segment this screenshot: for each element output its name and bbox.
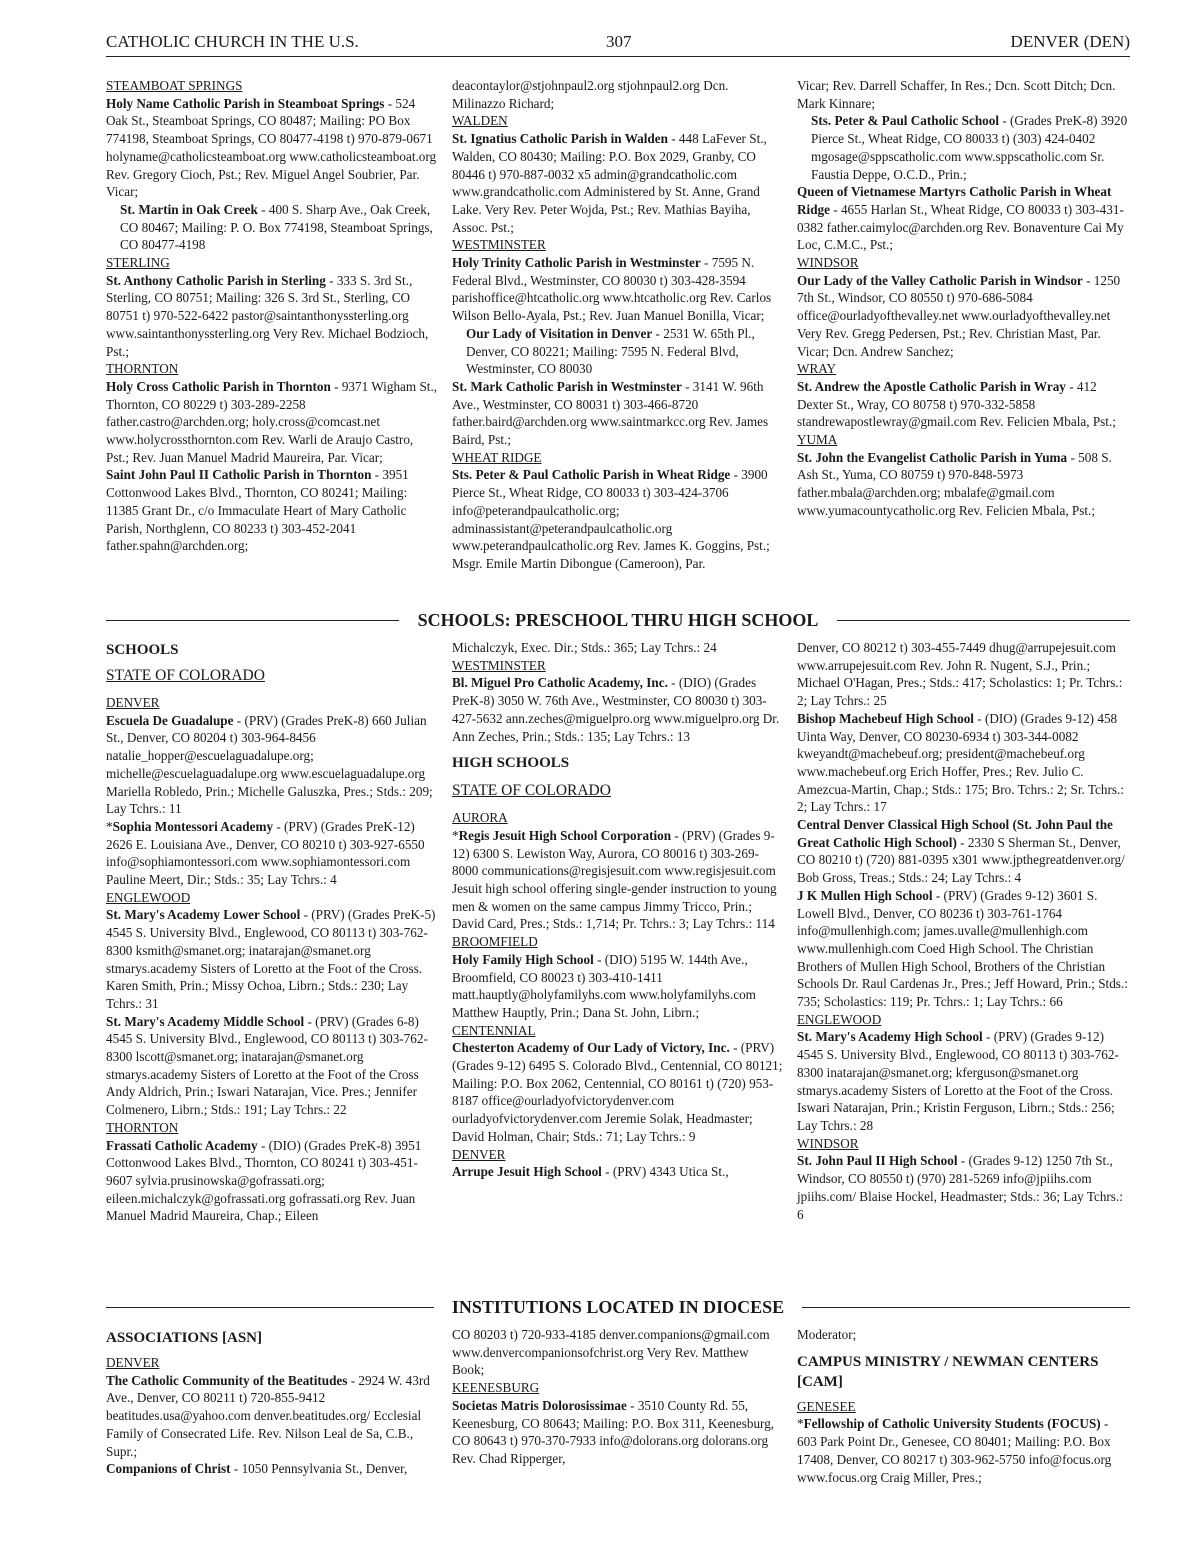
city-heading: WESTMINSTER	[452, 237, 546, 253]
section-heading-institutions	[106, 1297, 1130, 1317]
entry-name: J K Mullen High School	[797, 887, 933, 903]
entry-details: - (DIO) (Grades 9-12) 458 Uinta Way, Denver, CO 80230-6934 t) 303-344-0082 kweyandt@machebeuf.org; president@machebeuf.org www.machebeuf.org Erich Hoffer, Pres.; Rev. Julio C. Amezcua-Martin, Chap.; Stds.: 175; Bro. Tchrs.: 2; Sr. Tchrs.: 2; Lay Tchrs.: 17	[797, 710, 1124, 815]
entry-details: - 400 S. Sharp Ave., Oak Creek, CO 80467; Mailing: P. O. Box 774198, Steamboat Springs, CO 80477-4198	[120, 201, 433, 253]
city-heading: AURORA	[452, 810, 508, 826]
entry-details: - (DIO) (Grades PreK-8) 3050 W. 76th Ave., Westminster, CO 80030 t) 303-427-5632 ann.zeches@miguelpro.org www.miguelpro.org Dr. Ann Zeches, Prin.; Stds.: 135; Lay Tchrs.: 13	[452, 675, 780, 744]
entry-name: Sts. Peter & Paul Catholic School	[811, 113, 1000, 129]
city-heading: ENGLEWOOD	[106, 889, 191, 905]
city-heading: WINDSOR	[797, 255, 859, 271]
city-heading: KEENESBURG	[452, 1380, 540, 1396]
directory-entry	[452, 827, 784, 933]
entry-name: Sophia Montessori Academy	[112, 818, 274, 834]
city-heading: DENVER	[106, 1355, 160, 1370]
directory-entry	[797, 1028, 1129, 1134]
directory-entry	[797, 1152, 1129, 1223]
entry-name: The Catholic Community of the Beatitudes	[106, 1372, 348, 1388]
schools-col-1	[106, 632, 438, 1225]
entry-details: - 7595 N. Federal Blvd., Westminster, CO 80030 t) 303-428-3594 parishoffice@htcatholic.org www.htcatholic.org Rev. Carlos Wilson Bello-Ayala, Pst.; Rev. Juan Manuel Bonilla, Vicar;	[452, 255, 772, 324]
entry-name: Frassati Catholic Academy	[106, 1137, 258, 1153]
entry-details: - (PRV) (Grades PreK-12) 2626 E. Louisiana Ave., Denver, CO 80210 t) 303-927-6550 info@sophiamontessori.com www.sophiamontessori.com Pauline Meert, Dir.; Stds.: 35; Lay Tchrs.: 4	[106, 818, 425, 888]
entry-name: Holy Name Catholic Parish in Steamboat Springs	[106, 95, 385, 111]
entry-name: St. Martin in Oak Creek	[120, 201, 258, 217]
running-header	[106, 30, 1130, 57]
entry-name: St. Andrew the Apostle Catholic Parish in Wray	[797, 378, 1066, 394]
entry-name: Societas Matris Dolorosissimae	[452, 1397, 627, 1413]
directory-entry	[452, 951, 784, 1022]
city-heading: DENVER	[452, 1146, 506, 1162]
directory-entry	[106, 712, 438, 818]
entry-details: - (PRV) (Grades 6-8) 4545 S. University Blvd., Englewood, CO 80113 t) 303-762-8300 lscott@smanet.org; inatarajan@smanet.org stmarys.academy Sisters of Loretto at the Foot of the Cross Andy Aldrich, Prin.; Iswari Natarajan, Vice. Pres.; Jennifer Colmenero, Librn.; Stds.: 191; Lay Tchrs.: 22	[106, 1013, 428, 1118]
city-heading: BROOMFIELD	[452, 934, 538, 950]
directory-entry	[452, 466, 784, 572]
category-heading: SCHOOLS	[106, 642, 179, 658]
entry-details: - (PRV) (Grades PreK-8) 660 Julian St., Denver, CO 80204 t) 303-964-8456 natalie_hopper@escuelaguadalupe.org; michelle@escuelaguadalupe.org www.escuelaguadalupe.org Mariella Robledo, Prin.; Michelle Galuszka, Pres.; Stds.: 209; Lay Tchrs.: 11	[106, 712, 433, 817]
directory-entry	[106, 1013, 438, 1119]
continued-entry-text: CO 80203 t) 720-933-4185 denver.companions@gmail.com www.denvercompanionsofchrist.org Very Rev. Matthew Book;	[452, 1327, 770, 1378]
city-heading: THORNTON	[106, 1119, 179, 1135]
entry-details: - 603 Park Point Dr., Genesee, CO 80401; Mailing: P.O. Box 17408, Denver, CO 80217 t) 303-962-5750 info@focus.org www.focus.org Craig Miller, Pres.;	[797, 1416, 1112, 1485]
entry-details: - 3141 W. 96th Ave., Westminster, CO 80031 t) 303-466-8720 father.baird@archden.org www.saintmarkcc.org Rev. James Baird, Pst.;	[452, 378, 769, 448]
directory-entry	[452, 1039, 784, 1145]
entry-details: - (DIO) 5195 W. 144th Ave., Broomfield, CO 80023 t) 303-410-1411 matt.hauptly@holyfamilyhs.com www.holyfamilyhs.com Matthew Hauptly, Prin.; Dana St. John, Librn.;	[452, 951, 756, 1020]
top-col-1	[106, 77, 438, 555]
schools-col-2	[452, 639, 784, 1181]
directory-entry	[106, 1137, 438, 1226]
city-heading: WESTMINSTER	[452, 657, 546, 673]
entry-name: St. Mary's Academy High School	[797, 1029, 983, 1045]
asterisk-marker: *	[452, 827, 459, 843]
directory-entry	[452, 674, 784, 745]
entry-details: - (PRV) (Grades PreK-5) 4545 S. University Blvd., Englewood, CO 80113 t) 303-762-8300 ksmith@smanet.org; inatarajan@smanet.org stmarys.academy Sisters of Loretto at the Foot of the Cross. Karen Smith, Prin.; Missy Ochoa, Librn.; Stds.: 230; Lay Tchrs.: 31	[106, 907, 436, 1011]
header-diocese: DENVER (DEN)	[1010, 32, 1130, 51]
page-number: 307	[606, 32, 632, 51]
entry-details: - (Grades 9-12) 1250 7th St., Windsor, CO 80550 t) (970) 281-5269 info@jpiihs.com jpiihs.com/ Blaise Hockel, Headmaster; Stds.: 36; Lay Tchrs.: 6	[797, 1153, 1123, 1222]
entry-name: Sts. Peter & Paul Catholic Parish in Wheat Ridge	[452, 467, 731, 483]
entry-details: - (PRV) 4343 Utica St.,	[601, 1164, 729, 1180]
directory-entry	[106, 1460, 438, 1478]
directory-entry	[106, 95, 438, 201]
entry-name: Holy Family High School	[452, 951, 594, 967]
directory-entry	[106, 466, 438, 555]
directory-entry	[452, 1163, 784, 1181]
entry-name: St. John the Evangelist Catholic Parish in Yuma	[797, 449, 1068, 465]
sub-entry	[452, 325, 784, 378]
entry-details: - 2924 W. 43rd Ave., Denver, CO 80211 t) 720-855-9412 beatitudes.usa@yahoo.com denver.beatitudes.org/ Ecclesial Family of Consecrated Life. Rev. Nilson Leal de Sa, C.B., Supr.;	[106, 1372, 430, 1459]
directory-entry	[452, 1397, 784, 1468]
entry-name: Central Denver Classical High School (St. John Paul the Great Catholic High School)	[797, 817, 1113, 850]
directory-entry	[452, 378, 784, 449]
entry-name: St. Anthony Catholic Parish in Sterling	[106, 272, 326, 288]
directory-entry	[797, 710, 1129, 816]
directory-entry	[106, 378, 438, 467]
entry-details: - 4655 Harlan St., Wheat Ridge, CO 80033 t) 303-431-0382 father.caimyloc@archden.org Rev. Bonaventure Cai My Loc, C.M.C., Pst.;	[797, 201, 1124, 253]
entry-details: - 412 Dexter St., Wray, CO 80758 t) 970-332-5858 standrewapostlewray@gmail.com Rev. Felicien Mbala, Pst.;	[797, 378, 1116, 430]
entry-name: St. Mary's Academy Lower School	[106, 907, 301, 923]
entry-details: - 333 S. 3rd St., Sterling, CO 80751; Mailing: 326 S. 3rd St., Sterling, CO 80751 t) 970-522-6422 pastor@saintanthonyssterling.org www.saintanthonyssterling.org Very Rev. Michael Bodzioch, Pst.;	[106, 272, 429, 359]
entry-name: Holy Cross Catholic Parish in Thornton	[106, 378, 331, 394]
entry-details: - (PRV) (Grades 9-12) 6495 S. Colorado Blvd., Centennial, CO 80121; Mailing: P.O. Box 2062, Centennial, CO 80161 t) (720) 953-8187 office@ourladyofvictorydenver.com ourladyofvictorydenver.com Jeremie Solak, Headmaster; David Holman, Chair; Stds.: 71; Lay Tchrs.: 9	[452, 1040, 783, 1144]
entry-details: - 508 S. Ash St., Yuma, CO 80759 t) 970-848-5973 father.mbala@archden.org; mbalafe@gmail.com www.yumacountycatholic.org Rev. Felicien Mbala, Pst.;	[797, 449, 1112, 518]
city-heading: WRAY	[797, 361, 837, 377]
category-heading: CAMPUS MINISTRY / NEWMAN CENTERS [CAM]	[797, 1353, 1099, 1390]
entry-details: - 3510 County Rd. 55, Keenesburg, CO 80643; Mailing: P.O. Box 311, Keenesburg, CO 80643 t) 970-370-7933 info@dolorans.org dolorans.org Rev. Chad Ripperger,	[452, 1397, 775, 1466]
city-heading: WINDSOR	[797, 1135, 859, 1151]
top-col-3	[797, 77, 1129, 520]
section-heading-schools	[106, 610, 1130, 630]
entry-name: St. John Paul II High School	[797, 1153, 958, 1169]
entry-name: Holy Trinity Catholic Parish in Westminster	[452, 255, 701, 271]
continued-entry-text: Denver, CO 80212 t) 303-455-7449 dhug@arrupejesuit.com www.arrupejesuit.com Rev. John R. Nugent, S.J., Prin.; Michael O'Hagan, Pres.; Stds.: 417; Scholastics: 1; Pr. Tchrs.: 2; Lay Tchrs.: 25	[797, 640, 1123, 709]
entry-name: Escuela De Guadalupe	[106, 712, 234, 728]
subcategory-heading: HIGH SCHOOLS	[452, 755, 570, 772]
entry-details: - 524 Oak St., Steamboat Springs, CO 80487; Mailing: PO Box 774198, Steamboat Springs, CO 80477-4198 t) 970-879-0671 holyname@catholicsteamboat.org www.catholicsteamboat.org Rev. Gregory Cioch, Pst.; Rev. Miguel Angel Soubrier, Par. Vicar;	[106, 95, 437, 200]
entry-name: Chesterton Academy of Our Lady of Victory, Inc.	[452, 1040, 730, 1056]
city-heading: DENVER	[106, 695, 160, 710]
directory-entry	[797, 183, 1129, 254]
continued-entry-text: Moderator;	[797, 1327, 857, 1342]
entry-name: Our Lady of the Valley Catholic Parish in Windsor	[797, 272, 1083, 288]
entry-name: St. Mary's Academy Middle School	[106, 1013, 305, 1029]
entry-details: - 1050 Pennsylvania St., Denver,	[230, 1461, 408, 1477]
inst-col-1	[106, 1320, 438, 1478]
entry-details: - 1250 7th St., Windsor, CO 80550 t) 970-686-5084 office@ourladyofthevalley.net www.ourladyofthevalley.net Very Rev. Gregg Pedersen, Pst.; Rev. Christian Mast, Par. Vicar; Dcn. Andrew Sanchez;	[797, 272, 1121, 359]
city-heading: WHEAT RIDGE	[452, 449, 542, 465]
directory-entry	[106, 906, 438, 1012]
city-heading: ENGLEWOOD	[797, 1011, 882, 1027]
entry-details: - (PRV) (Grades 9-12) 3601 S. Lowell Blvd., Denver, CO 80236 t) 303-761-1764 info@mullenhigh.com; james.uvalle@mullenhigh.com www.mullenhigh.com Coed High School. The Christian Brothers of Mullen High School, Brothers of the Christian Schools Dr. Raul Cardenas Jr., Pres.; Jeff Howard, Prin.; Stds.: 735; Scholastics: 119; Pr. Tchrs.: 1; Lay Tchrs.: 66	[797, 887, 1128, 1010]
directory-entry	[452, 130, 784, 236]
continued-entry-text: Vicar; Rev. Darrell Schaffer, In Res.; Dcn. Scott Ditch; Dcn. Mark Kinnare;	[797, 78, 1116, 111]
city-heading: CENTENNIAL	[452, 1022, 536, 1038]
city-heading: YUMA	[797, 432, 838, 448]
directory-entry	[452, 254, 784, 325]
sub-entry	[106, 201, 438, 254]
entry-details: - 448 LaFever St., Walden, CO 80430; Mailing: P.O. Box 2029, Granby, CO 80446 t) 970-887-0032 x5 admin@grandcatholic.com www.grandcatholic.com Administered by St. Anne, Grand Lake. Very Rev. Peter Wojda, Pst.; Rev. Mathias Bayiha, Assoc. Pst.;	[452, 131, 767, 235]
asterisk-marker: *	[797, 1416, 804, 1432]
entry-details: - 2330 S Sherman St., Denver, CO 80210 t) (720) 881-0395 x301 www.jpthegreatdenver.org/ Bob Gross, Treas.; Stds.: 24; Lay Tchrs.: 4	[797, 834, 1125, 886]
directory-entry	[797, 1415, 1129, 1486]
entry-name: Companions of Christ	[106, 1461, 231, 1477]
entry-details: - 3951 Cottonwood Lakes Blvd., Thornton, CO 80241; Mailing: 11385 Grant Dr., c/o Immaculate Heart of Mary Catholic Parish, Northglenn, CO 80233 t) 303-452-2041 father.spahn@archden.org;	[106, 467, 409, 554]
directory-entry	[797, 449, 1129, 520]
section-title: SCHOOLS: PRESCHOOL THRU HIGH SCHOOL	[417, 610, 819, 630]
state-heading: STATE OF COLORADO	[452, 782, 611, 800]
city-heading: WALDEN	[452, 113, 508, 129]
entry-name: St. Mark Catholic Parish in Westminster	[452, 378, 682, 394]
state-heading: STATE OF COLORADO	[106, 667, 265, 684]
city-heading: STEAMBOAT SPRINGS	[106, 78, 243, 93]
entry-details: - (PRV) (Grades 9-12) 6300 S. Lewiston Way, Aurora, CO 80016 t) 303-269-8000 communications@regisjesuit.com www.regisjesuit.com Jesuit high school offering single-gender instruction to young men & women on the same campus Jimmy Tricco, Prin.; David Card, Pres.; Stds.: 1,714; Pr. Tchrs.: 3; Lay Tchrs.: 114	[452, 827, 777, 932]
entry-name: Saint John Paul II Catholic Parish in Thornton	[106, 467, 372, 483]
header-title: CATHOLIC CHURCH IN THE U.S.	[106, 32, 359, 51]
asterisk-marker: *	[106, 818, 113, 834]
category-heading: ASSOCIATIONS [ASN]	[106, 1330, 263, 1346]
schools-col-3	[797, 639, 1129, 1223]
entry-details: - 2531 W. 65th Pl., Denver, CO 80221; Mailing: 7595 N. Federal Blvd, Westminster, CO 80030	[466, 325, 755, 377]
sub-entry	[797, 112, 1129, 183]
entry-name: Bl. Miguel Pro Catholic Academy, Inc.	[452, 675, 668, 691]
entry-name: Bishop Machebeuf High School	[797, 710, 974, 726]
inst-col-2	[452, 1326, 784, 1468]
continued-entry-text: deacontaylor@stjohnpaul2.org stjohnpaul2.org Dcn. Milinazzo Richard;	[452, 78, 729, 111]
entry-name: Fellowship of Catholic University Students (FOCUS)	[803, 1416, 1101, 1432]
entry-details: - 3900 Pierce St., Wheat Ridge, CO 80033 t) 303-424-3706 info@peterandpaulcatholic.org; adminassistant@peterandpaulcatholic.org www.peterandpaulcatholic.org Rev. James K. Goggins, Pst.; Msgr. Emile Martin Dibongue (Cameroon), Par.	[452, 467, 770, 571]
entry-name: Arrupe Jesuit High School	[452, 1164, 602, 1180]
directory-entry	[106, 1372, 438, 1461]
inst-col-3	[797, 1326, 1129, 1486]
entry-details: - 9371 Wigham St., Thornton, CO 80229 t) 303-289-2258 father.castro@archden.org; holy.cross@comcast.net www.holycrossthornton.com Rev. Warli de Araujo Castro, Pst.; Rev. Juan Manuel Madrid Maureira, Par. Vicar;	[106, 378, 438, 465]
directory-entry	[797, 816, 1129, 887]
city-heading: GENESEE	[797, 1398, 856, 1414]
continued-entry-text: Michalczyk, Exec. Dir.; Stds.: 365; Lay Tchrs.: 24	[452, 640, 717, 655]
city-heading: THORNTON	[106, 361, 179, 377]
directory-entry	[797, 887, 1129, 1011]
entry-name: Our Lady of Visitation in Denver	[466, 325, 653, 341]
directory-entry	[106, 818, 438, 889]
entry-details: - (PRV) (Grades 9-12) 4545 S. University Blvd., Englewood, CO 80113 t) 303-762-8300 inatarajan@smanet.org; kferguson@smanet.org stmarys.academy Sisters of Loretto at the Foot of the Cross. Iswari Natarajan, Prin.; Kristin Ferguson, Librn.; Stds.: 256; Lay Tchrs.: 28	[797, 1029, 1119, 1133]
entry-name: St. Ignatius Catholic Parish in Walden	[452, 131, 668, 147]
entry-name: Queen of Vietnamese Martyrs Catholic Parish in Wheat Ridge	[797, 184, 1112, 217]
entry-name: Regis Jesuit High School Corporation	[458, 827, 672, 843]
directory-entry	[106, 272, 438, 361]
section-title: INSTITUTIONS LOCATED IN DIOCESE	[451, 1297, 785, 1317]
directory-entry	[797, 378, 1129, 431]
directory-entry	[797, 272, 1129, 361]
top-col-2	[452, 77, 784, 573]
entry-details: - (Grades PreK-8) 3920 Pierce St., Wheat Ridge, CO 80033 t) (303) 424-0402 mgosage@sppscatholic.com www.sppscatholic.com Sr. Faustia Deppe, O.C.D., Prin.;	[811, 113, 1128, 182]
entry-details: - (DIO) (Grades PreK-8) 3951 Cottonwood Lakes Blvd., Thornton, CO 80241 t) 303-451-9607 sylvia.prusinowska@gofrassati.org; eileen.michalczyk@gofrassati.org gofrassati.org Rev. Juan Manuel Madrid Maureira, Chap.; Eileen	[106, 1137, 422, 1224]
city-heading: STERLING	[106, 255, 170, 271]
